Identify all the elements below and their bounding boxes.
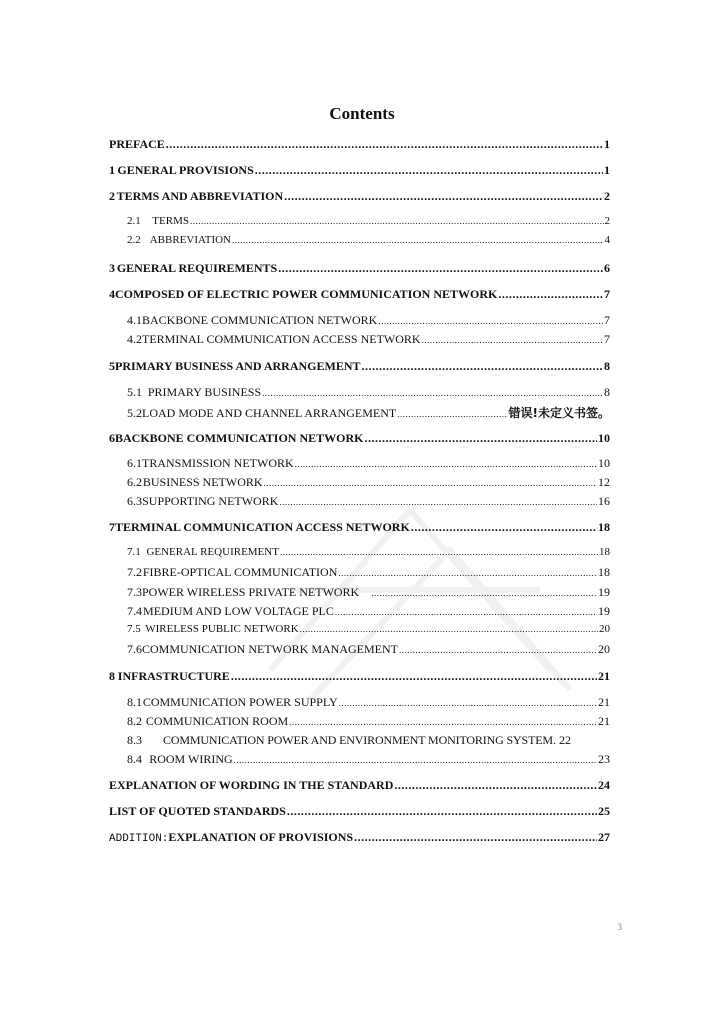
toc-entry-preface[interactable] bbox=[109, 137, 610, 153]
dot-leader bbox=[300, 624, 598, 634]
dot-leader bbox=[287, 804, 597, 819]
toc-label: POWER WIRELESS PRIVATE NETWORK bbox=[142, 585, 360, 599]
toc-label: BUSINESS NETWORK bbox=[142, 475, 263, 489]
dot-leader bbox=[338, 568, 597, 578]
toc-number: 8.3 bbox=[127, 733, 142, 747]
toc-label: FIBRE-OPTICAL COMMUNICATION bbox=[142, 565, 338, 579]
toc-page-number: 8 bbox=[604, 385, 610, 399]
toc-entry-terms-and-abbreviation[interactable] bbox=[109, 189, 610, 205]
toc-entry-business-network[interactable] bbox=[109, 475, 610, 491]
dot-leader bbox=[411, 520, 597, 535]
dot-leader bbox=[339, 698, 597, 708]
toc-label: EXPLANATION OF PROVISIONS bbox=[168, 830, 354, 844]
toc-number: 8.4 bbox=[127, 752, 142, 766]
toc-label: GENERAL PROVISIONS bbox=[117, 163, 254, 177]
dot-leader bbox=[422, 335, 603, 345]
toc-label: GENERAL REQUIREMENT bbox=[146, 546, 279, 558]
toc-page-number: 20 bbox=[598, 642, 610, 656]
toc-label: TERMINAL COMMUNICATION ACCESS NETWORK bbox=[142, 332, 421, 346]
toc-page-number: 24 bbox=[598, 778, 610, 792]
toc-label: PRIMARY BUSINESS AND ARRANGEMENT bbox=[115, 359, 361, 373]
dot-leader bbox=[280, 547, 598, 557]
toc-page-number: 7 bbox=[604, 313, 610, 327]
dot-leader bbox=[166, 137, 603, 152]
dot-leader bbox=[335, 607, 597, 617]
toc-entry-wireless-public[interactable] bbox=[109, 623, 610, 639]
dot-leader bbox=[295, 459, 597, 469]
toc-number: 6.1 bbox=[127, 456, 142, 470]
toc-page-number: 10 bbox=[598, 431, 610, 445]
toc-number: 5.2 bbox=[127, 406, 142, 420]
toc-page-number: 7 bbox=[604, 332, 610, 346]
toc-label: GENERAL REQUIREMENTS bbox=[116, 261, 278, 275]
toc-number: 2.1 bbox=[127, 215, 141, 227]
dot-leader bbox=[289, 717, 597, 727]
toc-label: COMMUNICATION POWER SUPPLY bbox=[142, 695, 338, 709]
toc-number: 7 bbox=[109, 520, 115, 534]
toc-number: 4 bbox=[109, 287, 115, 301]
toc-label: COMMUNICATION POWER AND ENVIRONMENT MONITORING SYSTEM bbox=[163, 733, 553, 747]
toc-page-number: 19 bbox=[598, 585, 610, 599]
toc-page-number: 27 bbox=[598, 830, 610, 844]
dot-leader bbox=[264, 478, 597, 488]
toc-entry-terms[interactable] bbox=[109, 215, 610, 231]
toc-page-number: 1 bbox=[604, 163, 610, 177]
dot-leader: . bbox=[552, 733, 556, 747]
toc-number: 8.1 bbox=[127, 695, 142, 709]
toc-entry-terminal-access-network[interactable] bbox=[109, 332, 610, 348]
toc-label: EXPLANATION OF WORDING IN THE STANDARD bbox=[109, 778, 394, 792]
toc-number: 7.3 bbox=[127, 585, 142, 599]
toc-number: 7.2 bbox=[127, 565, 142, 579]
toc-number: 6.3 bbox=[127, 494, 142, 508]
toc-page-number: 21 bbox=[598, 669, 610, 683]
toc-page-number: 21 bbox=[598, 714, 610, 728]
toc-page-number: 20 bbox=[599, 623, 610, 635]
page-number: 3 bbox=[617, 922, 622, 932]
toc-number: 2.2 bbox=[127, 234, 141, 246]
toc-entry-monitoring-system[interactable] bbox=[109, 733, 610, 749]
toc-page-number: 2 bbox=[604, 189, 610, 203]
toc-label: LOAD MODE AND CHANNEL ARRANGEMENT bbox=[142, 406, 397, 420]
toc-page-number: 7 bbox=[604, 287, 610, 301]
toc-label: TERMINAL COMMUNICATION ACCESS NETWORK bbox=[115, 520, 410, 534]
toc-entry-network-management[interactable] bbox=[109, 642, 610, 658]
toc-label: BACKBONE COMMUNICATION NETWORK bbox=[142, 313, 378, 327]
toc-page-number: 2 bbox=[604, 215, 610, 227]
toc-entry-backbone-section[interactable] bbox=[109, 431, 610, 447]
toc-label: WIRELESS PUBLIC NETWORK bbox=[145, 623, 299, 635]
toc-entry-load-mode[interactable] bbox=[109, 404, 610, 420]
dot-leader bbox=[255, 163, 603, 178]
toc-number: 7.1 bbox=[127, 546, 141, 558]
toc-label: PRIMARY BUSINESS bbox=[147, 385, 262, 399]
toc-page-error: 错误!未定义书签。 bbox=[508, 406, 610, 420]
toc-number: 2 bbox=[109, 189, 115, 203]
toc-entry-plc[interactable] bbox=[109, 604, 610, 620]
toc-label: MEDIUM AND LOW VOLTAGE PLC bbox=[143, 604, 334, 618]
toc-page-number: 18 bbox=[599, 546, 610, 558]
toc-label: COMPOSED OF ELECTRIC POWER COMMUNICATION NETWORK bbox=[115, 287, 498, 301]
toc-entry-composed-of-network[interactable] bbox=[109, 287, 610, 303]
toc-entry-quoted-standards[interactable] bbox=[109, 804, 610, 820]
toc-entry-infrastructure[interactable] bbox=[109, 669, 610, 685]
toc-number: 1 bbox=[109, 163, 115, 177]
toc-page-number: 22 bbox=[558, 733, 571, 747]
toc-number: 8 bbox=[109, 669, 115, 683]
toc-entry-general-provisions[interactable] bbox=[109, 163, 610, 179]
toc-label: LIST OF QUOTED STANDARDS bbox=[109, 804, 286, 818]
dot-leader bbox=[498, 287, 603, 302]
dot-leader bbox=[364, 431, 597, 446]
toc-entry-terminal-section[interactable] bbox=[109, 520, 610, 536]
dot-leader bbox=[371, 588, 597, 598]
toc-entry-power-supply[interactable] bbox=[109, 695, 610, 711]
dot-leader bbox=[354, 830, 597, 845]
dot-leader bbox=[262, 388, 603, 398]
toc-entry-general-requirement[interactable] bbox=[109, 546, 610, 562]
dot-leader bbox=[399, 645, 597, 655]
dot-leader bbox=[278, 261, 603, 276]
dot-leader bbox=[232, 235, 604, 245]
toc-number: 3 bbox=[109, 261, 115, 275]
toc-entry-explanation-of-wording[interactable] bbox=[109, 778, 610, 794]
toc-number: 7.6 bbox=[127, 642, 142, 656]
toc-page-number: 23 bbox=[598, 752, 610, 766]
dot-leader bbox=[279, 497, 597, 507]
dot-leader bbox=[397, 409, 507, 419]
toc-entry-backbone-network[interactable] bbox=[109, 313, 610, 329]
toc-entry-communication-room[interactable] bbox=[109, 714, 610, 730]
toc-label: TERMS AND ABBREVIATION bbox=[116, 189, 284, 203]
toc-entry-general-requirements[interactable] bbox=[109, 261, 610, 277]
dot-leader bbox=[284, 189, 603, 204]
page-title: Contents bbox=[329, 104, 395, 123]
toc-number: 4.1 bbox=[127, 313, 142, 327]
toc-label: COMMUNICATION NETWORK MANAGEMENT bbox=[142, 642, 398, 656]
dot-leader bbox=[231, 669, 597, 684]
toc-page-number: 21 bbox=[598, 695, 610, 709]
toc-number: 6 bbox=[109, 431, 115, 445]
toc-entry-transmission-network[interactable] bbox=[109, 456, 610, 472]
toc-page-number: 1 bbox=[604, 137, 610, 151]
toc-label: PREFACE bbox=[109, 137, 165, 151]
toc-label: INFRASTRUCTURE bbox=[117, 669, 230, 683]
toc-page-number: 6 bbox=[604, 261, 610, 275]
toc-label: BACKBONE COMMUNICATION NETWORK bbox=[115, 431, 364, 445]
toc-entry-explanation-of-provisions[interactable] bbox=[109, 830, 610, 846]
toc-number: 5.1 bbox=[127, 385, 142, 399]
dot-leader bbox=[394, 778, 597, 793]
dot-leader bbox=[378, 316, 603, 326]
toc-number: 8.2 bbox=[127, 714, 142, 728]
toc-number: 7.4 bbox=[127, 604, 142, 618]
toc-label: ABBREVIATION bbox=[149, 234, 231, 246]
toc-page-number: 16 bbox=[598, 494, 610, 508]
toc-number: 4.2 bbox=[127, 332, 142, 346]
toc-entry-abbreviation[interactable] bbox=[109, 234, 610, 250]
toc-page-number: 4 bbox=[604, 234, 610, 246]
toc-page-number: 19 bbox=[598, 604, 610, 618]
toc-page-number: 8 bbox=[604, 359, 610, 373]
toc-label: TERMS bbox=[152, 215, 189, 227]
toc-label: COMMUNICATION ROOM bbox=[145, 714, 289, 728]
toc-number: 7.5 bbox=[127, 623, 141, 635]
toc-number: 5 bbox=[109, 359, 115, 373]
toc-page-number: 10 bbox=[598, 456, 610, 470]
toc-entry-supporting-network[interactable] bbox=[109, 494, 610, 510]
toc-page-number: 18 bbox=[598, 520, 610, 534]
toc-label-prefix: ADDITION: bbox=[109, 833, 169, 845]
toc-label: ROOM WIRING bbox=[149, 752, 233, 766]
dot-leader bbox=[190, 216, 604, 226]
toc-number: 6.2 bbox=[127, 475, 142, 489]
toc-entry-primary-business[interactable] bbox=[109, 385, 610, 401]
dot-leader bbox=[362, 359, 604, 374]
toc-label: SUPPORTING NETWORK bbox=[142, 494, 279, 508]
toc-entry-primary-business-arrangement[interactable] bbox=[109, 359, 610, 375]
toc-entry-fibre-optical[interactable] bbox=[109, 565, 610, 581]
toc-label: TRANSMISSION NETWORK bbox=[142, 456, 294, 470]
toc-page-number: 12 bbox=[598, 475, 610, 489]
toc-page-number: 25 bbox=[598, 804, 610, 818]
toc-entry-power-wireless[interactable] bbox=[109, 585, 610, 601]
toc-entry-room-wiring[interactable] bbox=[109, 752, 610, 768]
dot-leader bbox=[234, 755, 597, 765]
toc-page-number: 18 bbox=[598, 565, 610, 579]
